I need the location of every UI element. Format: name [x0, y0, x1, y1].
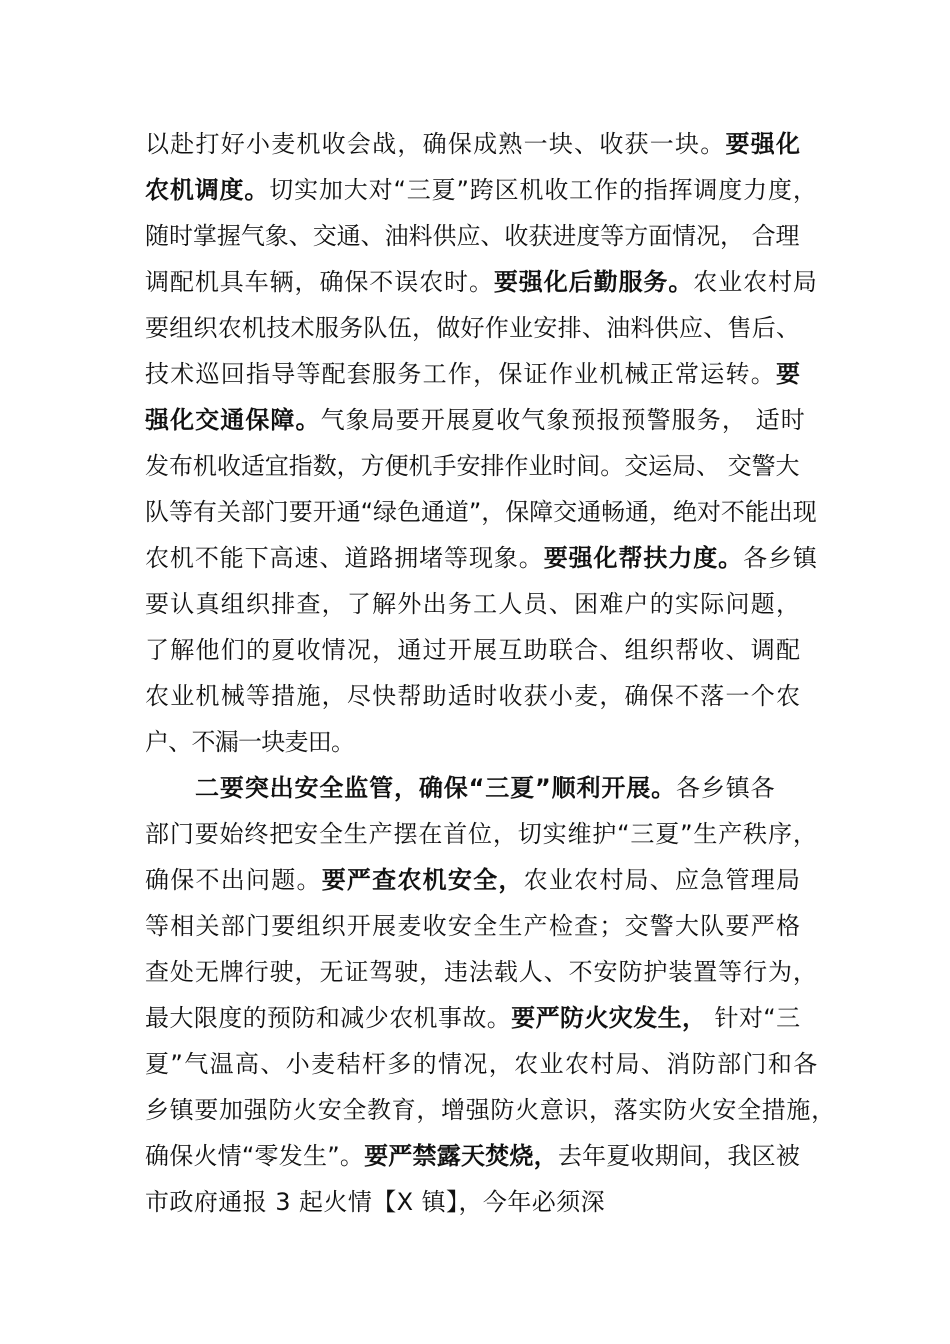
bold-text-run: 要强化帮扶力度。: [543, 544, 744, 572]
text-line: [145, 1047, 819, 1081]
text-line: [145, 265, 818, 299]
text-line: [145, 357, 801, 391]
text-run: 要认真组织排查，了解外出务工人员、困难户的实际问题，: [145, 590, 802, 618]
text-run: 各乡镇各: [675, 774, 776, 802]
text-run: 乡镇要加强防火安全教育，增强防火意识，落实防火安全措施，: [145, 1096, 836, 1124]
text-run: 农业农村局、应急管理局: [523, 866, 802, 894]
text-run: 技术巡回指导等配套服务工作，保证作业机械正常运转。: [145, 360, 776, 388]
text-run: 最大限度的预防和减少农机事故。: [145, 1004, 512, 1032]
bold-text-run: 要强化后勤服务。: [493, 268, 694, 296]
text-line: [145, 725, 354, 759]
text-run: 市政府通报 3 起火情【X 镇】，今年必须深: [145, 1188, 606, 1216]
text-line: [145, 633, 801, 667]
bold-text-run: 强化交通保障。: [145, 406, 321, 434]
bold-text-run: 农机调度。: [145, 176, 270, 204]
text-line: [145, 449, 800, 483]
text-run: 部门要始终把安全生产摆在首位，切实维护“三夏”生产秩序，: [145, 820, 818, 848]
text-run: 气象局要开展夏收气象预报预警服务， 适时: [320, 406, 806, 434]
text-line: [145, 403, 806, 437]
text-run: 去年夏收期间，我区被: [557, 1142, 801, 1170]
text-line: [145, 1185, 605, 1219]
text-run: 农业农村局: [693, 268, 818, 296]
text-line: [145, 1139, 800, 1173]
text-run: 等相关部门要组织开展麦收安全生产检查；交警大队要严格: [145, 912, 802, 940]
bold-text-run: 要严查农机安全，: [321, 866, 524, 894]
text-line: [145, 909, 801, 943]
text-line: [145, 817, 818, 851]
text-run: 夏”气温高、小麦秸杆多的情况，农业农村局、消防部门和各: [145, 1050, 819, 1078]
text-line: [145, 587, 801, 621]
text-line: [145, 495, 817, 529]
text-line: [145, 541, 818, 575]
text-run: 户、不漏一块麦田。: [145, 728, 355, 756]
text-run: 队等有关部门要开通“绿色通道”，保障交通畅通，绝对不能出现: [145, 498, 817, 526]
text-line: [145, 127, 801, 161]
text-run: 确保火情“零发生”。: [145, 1142, 365, 1170]
text-line: [145, 679, 801, 713]
text-line: [145, 1093, 836, 1127]
bold-text-run: 要: [776, 360, 802, 388]
text-run: 发布机收适宜指数，方便机手安排作业时间。交运局、 交警大: [145, 452, 800, 480]
text-run: 农业机械等措施，尽快帮助适时收获小麦，确保不落一个农: [145, 682, 802, 710]
text-run: 农机不能下高速、道路拥堵等现象。: [145, 544, 544, 572]
bold-text-run: 要严防火灾发生，: [511, 1004, 707, 1032]
text-run: 以赴打好小麦机收会战，确保成熟一块、收获一块。: [145, 130, 726, 158]
text-line: [145, 173, 818, 207]
text-line: [145, 1001, 801, 1035]
text-run: 了解他们的夏收情况，通过开展互助联合、组织帮收、调配: [145, 636, 802, 664]
text-line: [195, 771, 775, 805]
text-line: [145, 219, 800, 253]
text-line: [145, 863, 801, 897]
text-run: 各乡镇: [743, 544, 818, 572]
text-run: 切实加大对“三夏”跨区机收工作的指挥调度力度，: [269, 176, 818, 204]
text-run: 要组织农机技术服务队伍，做好作业安排、油料供应、售后、: [145, 314, 801, 342]
bold-text-run: 要严禁露天焚烧，: [364, 1142, 558, 1170]
text-line: [145, 955, 818, 989]
bold-text-run: 要强化: [725, 130, 802, 158]
text-line: [145, 311, 800, 345]
text-run: 确保不出问题。: [145, 866, 322, 894]
text-run: 随时掌握气象、交通、油料供应、收获进度等方面情况， 合理: [145, 222, 800, 250]
bold-text-run: 二要突出安全监管，确保“三夏”顺利开展。: [195, 774, 676, 802]
text-run: 针对“三: [706, 1004, 801, 1032]
text-run: 调配机具车辆，确保不误农时。: [145, 268, 494, 296]
text-run: 查处无牌行驶，无证驾驶，违法载人、不安防护装置等行为，: [145, 958, 818, 986]
